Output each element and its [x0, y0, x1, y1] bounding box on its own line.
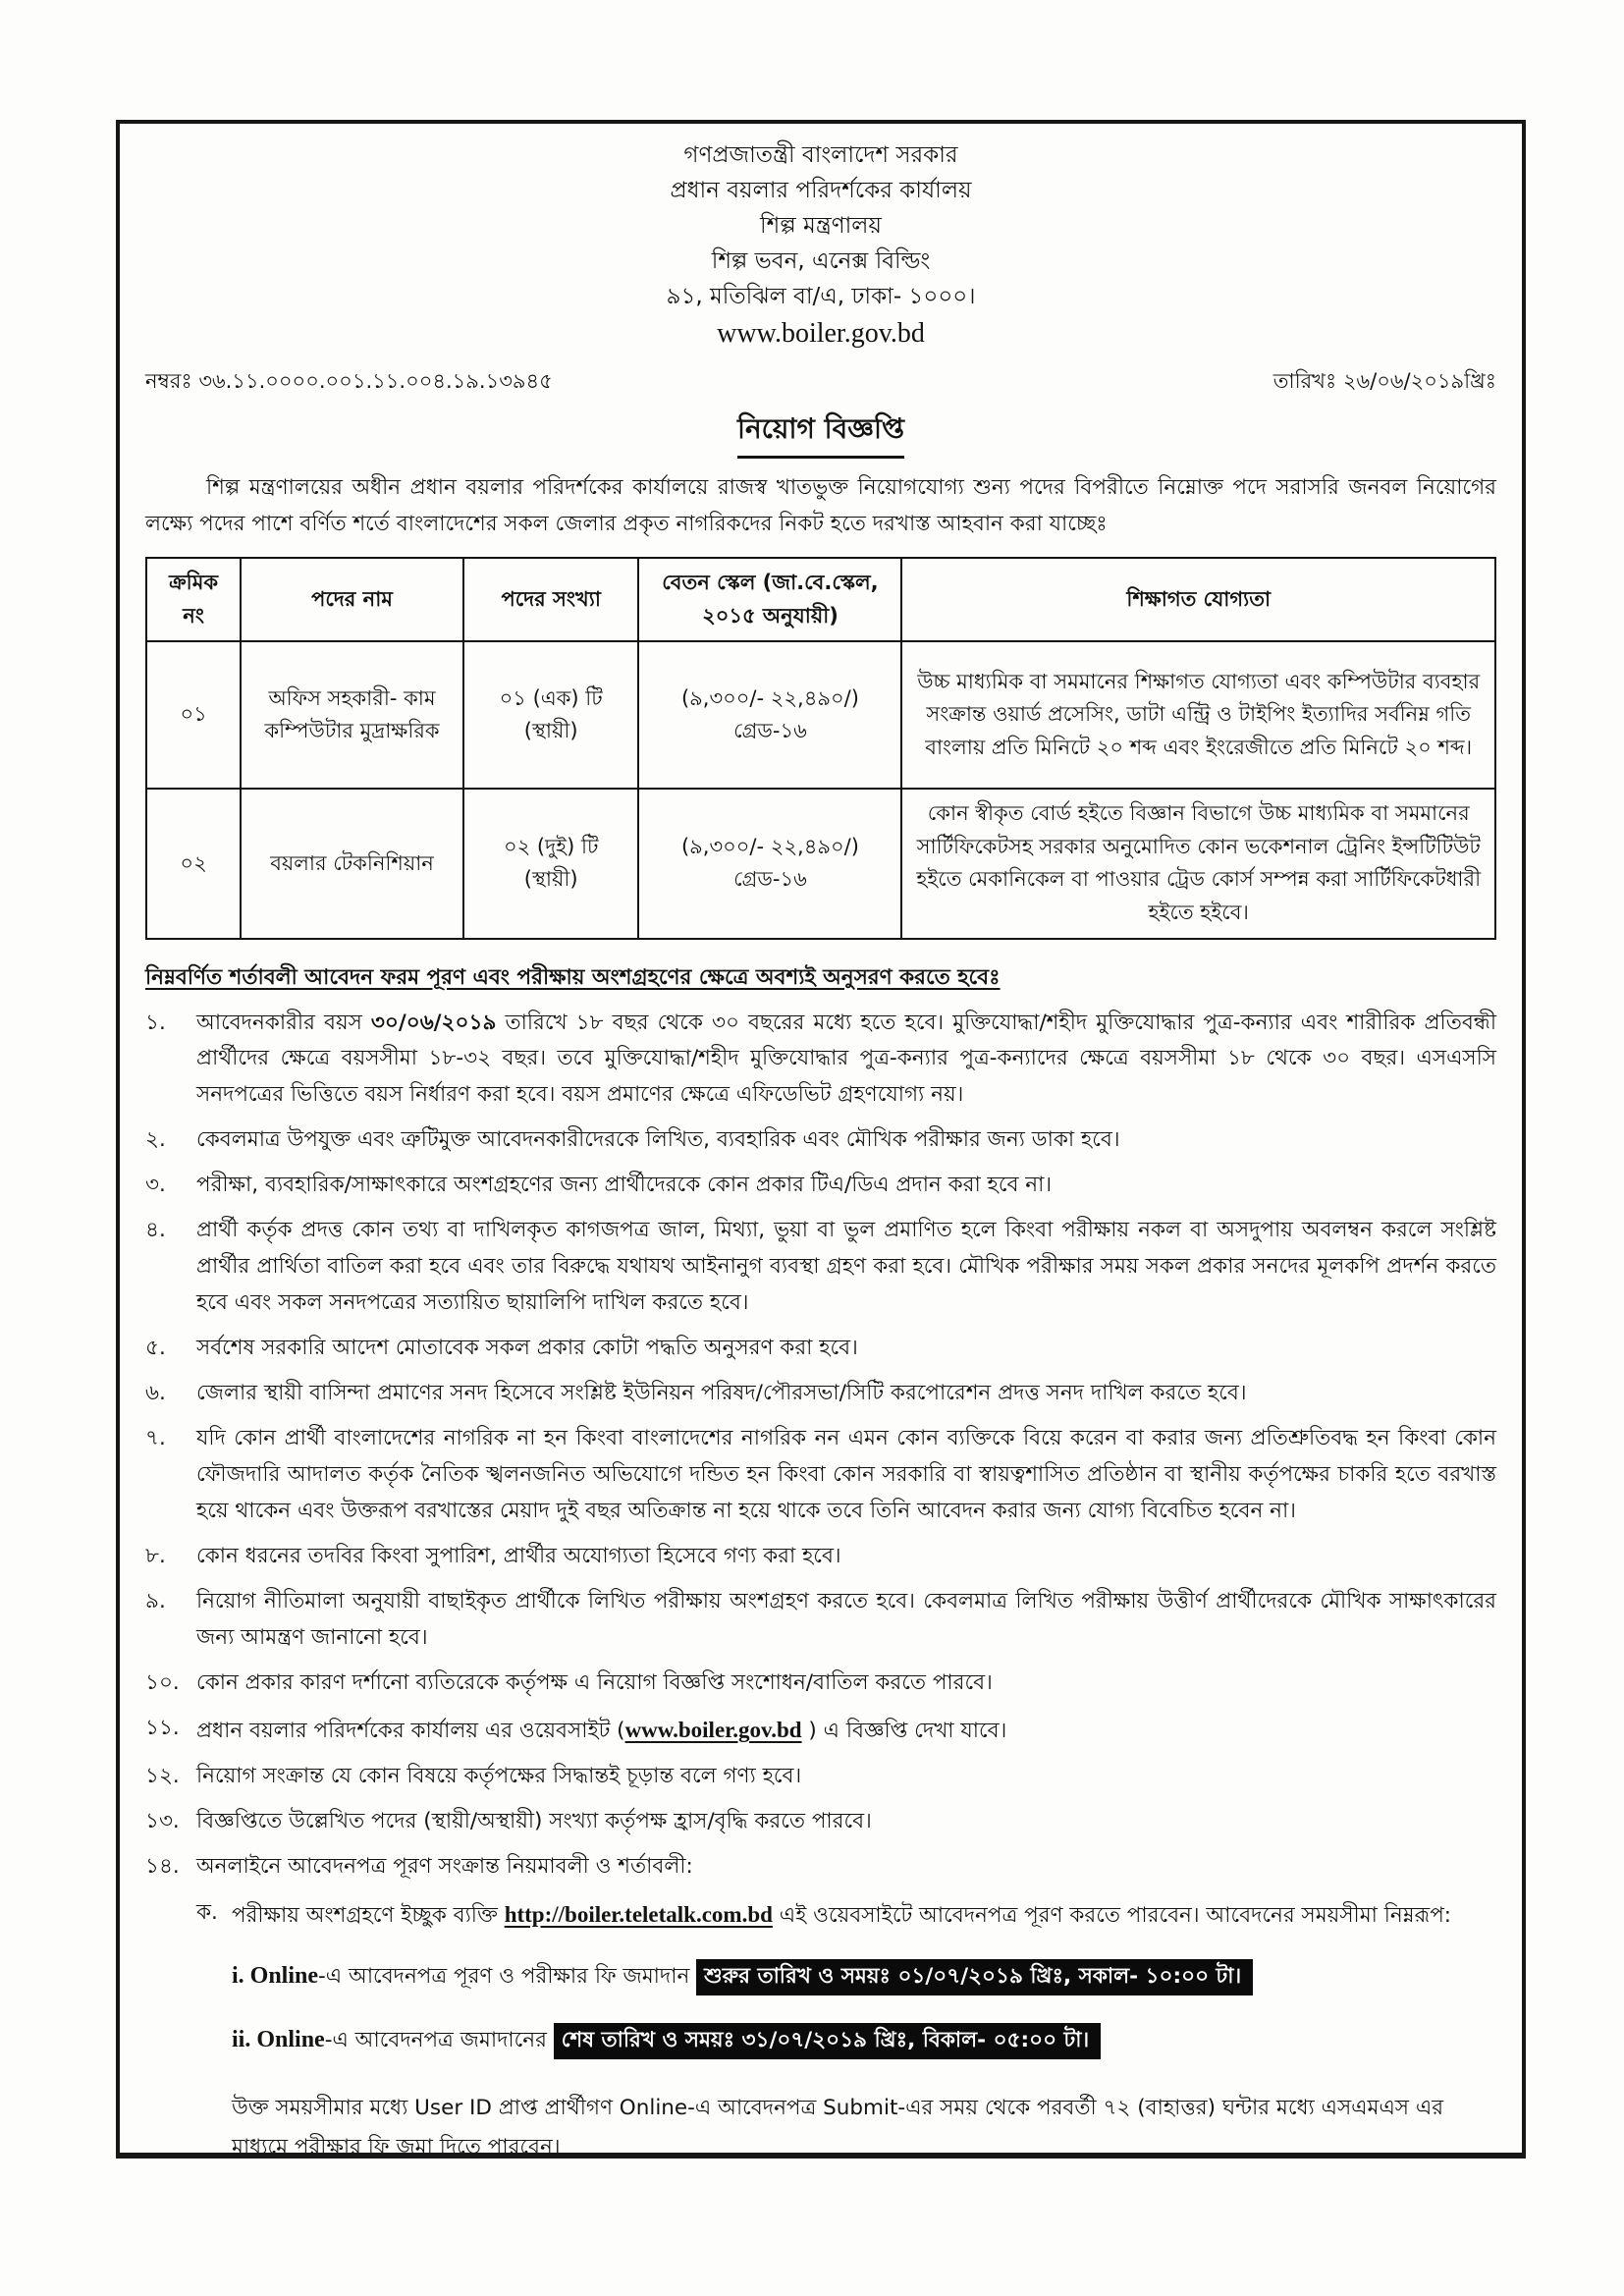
- post-name-cell: অফিস সহকারী- কাম কম্পিউটার মুদ্রাক্ষরিক: [241, 641, 463, 789]
- issue-date: তারিখঃ ২৬/০৬/২০১৯খ্রিঃ: [1272, 369, 1496, 393]
- term-number: ১৩.: [145, 1808, 180, 1833]
- term-number: ৮.: [145, 1544, 166, 1569]
- col-header-pay-scale: বেতন স্কেল (জা.বে.স্কেল, ২০১৫ অনুযায়ী): [638, 558, 901, 641]
- term-text: সর্বশেষ সরকারি আদেশ মোতাবেক সকল প্রকার কোটা পদ্ধতি অনুসরণ করা হবে।: [196, 1336, 858, 1361]
- fee-submission-note: উক্ত সময়সীমার মধ্যে User ID প্রাপ্ত প্রার্থীগণ Online-এ আবেদনপত্র Submit-এর সময় থেকে পরবর্তী ৭২ (বাহাত্তর) ঘন্টার মধ্যে এসএমএস এর মাধ্যমে পরীক্ষার ফি জমা দিতে পারবেন।: [232, 2096, 1444, 2159]
- term-item-4: [145, 1213, 1496, 1322]
- col-header-serial: ক্রমিক নং: [146, 558, 241, 641]
- online-rules-ka: [196, 1895, 1496, 1935]
- term-number: ৩.: [145, 1173, 166, 1198]
- pay-range: (৯,৩০০/- ২২,৪৯০/): [680, 685, 859, 710]
- term-item-6: [145, 1376, 1496, 1412]
- pay-scale-cell: [638, 789, 901, 938]
- pay-scale-cell: [638, 641, 901, 789]
- boiler-website-link: www.boiler.gov.bd: [624, 1717, 802, 1742]
- end-datetime-highlight: শেষ তারিখ ও সময়ঃ ৩১/০৭/২০১৯ খ্রিঃ, বিকাল- ০৫:০০ টা।: [554, 2023, 1101, 2059]
- term-text: নিয়োগ সংক্রান্ত যে কোন বিষয়ে কর্তৃপক্ষের সিদ্ধান্তই চূড়ান্ত বলে গণ্য হবে।: [196, 1763, 802, 1788]
- post-count-cell: [463, 789, 639, 938]
- term-number: ৭.: [145, 1426, 166, 1451]
- office-address: ৯১, মতিঝিল বা/এ, ঢাকা- ১০০০।: [666, 284, 976, 309]
- application-end-line: [232, 2018, 1496, 2063]
- pay-grade: গ্রেড-১৬: [733, 719, 807, 743]
- table-header-row: [146, 558, 1495, 641]
- term-text-segment: তারিখে ১৮ বছর থেকে ৩০ বছরের মধ্যে হতে হবে। মুক্তিযোদ্ধা/শহীদ মুক্তিযোদ্ধার পুত্র-কন্যার এবং শারীরিক প্রতিবন্ধী প্রার্থীদের ক্ষেত্রে বয়সসীমা ১৮-৩২ বছর। তবে মুক্তিযোদ্ধা/শহীদ মুক্তিযোদ্ধার পুত্র-কন্যার পুত্র-কন্যাদের ক্ষেত্রে বয়সসীমা ১৮ থেকে ৩০ বছর। এসএসসি সনদপত্রের ভিত্তিতে বয়স নির্ধারণ করা হবে। বয়স প্রমাণের ক্ষেত্রে এফিডেভিট গ্রহণযোগ্য নয়।: [196, 1010, 1496, 1108]
- vacancy-table: [145, 557, 1496, 940]
- term-number: ১২.: [145, 1763, 180, 1788]
- term-number: ৫.: [145, 1336, 166, 1361]
- term-item-12: [145, 1759, 1496, 1795]
- post-name-cell: বয়লার টেকনিশিয়ান: [241, 789, 463, 938]
- sub-item-label: ক.: [196, 1899, 218, 1925]
- term-text: [196, 1006, 1496, 1115]
- office-name: প্রধান বয়লার পরিদর্শকের কার্যালয়: [670, 178, 972, 203]
- col-header-post-count: পদের সংখ্যা: [463, 558, 639, 641]
- post-count-line: ০২ (দুই) টি: [503, 834, 599, 858]
- office-website: www.boiler.gov.bd: [717, 318, 925, 349]
- term-number: ১১.: [145, 1715, 180, 1740]
- sub-item-text-segment: পরীক্ষায় অংশগ্রহণে ইচ্ছুক ব্যক্তি: [232, 1902, 505, 1928]
- post-count-type: (স্থায়ী): [523, 719, 578, 743]
- building-name: শিল্প ভবন, এনেক্স বিল্ডিং: [711, 248, 931, 274]
- term-text: অনলাইনে আবেদনপত্র পূরণ সংক্রান্ত নিয়মাবলী ও শর্তাবলী:: [196, 1853, 693, 1879]
- govt-name: গণপ্রজাতন্ত্রী বাংলাদেশ সরকার: [683, 142, 958, 168]
- deadline-roman-label: ii. Online: [232, 2027, 325, 2053]
- term-text: কোন প্রকার কারণ দর্শানো ব্যতিরেকে কর্তৃপক্ষ এ নিয়োগ বিজ্ঞপ্তি সংশোধন/বাতিল করতে পারবে।: [196, 1670, 993, 1695]
- table-row: [146, 789, 1495, 938]
- term-number: ১.: [145, 1010, 166, 1035]
- memo-date-row: [145, 365, 1496, 400]
- term-text: কোন ধরনের তদবির কিংবা সুপারিশ, প্রার্থীর অযোগ্যতা হিসেবে গণ্য করা হবে।: [196, 1544, 841, 1569]
- term-item-7: [145, 1421, 1496, 1530]
- term-item-11: [145, 1711, 1496, 1750]
- term-text: প্রার্থী কর্তৃক প্রদত্ত কোন তথ্য বা দাখিলকৃত কাগজপত্র জাল, মিথ্যা, ভুয়া বা ভুল প্রমাণিত হলে কিংবা পরীক্ষায় নকল বা অসদুপায় অবলম্বন করলে সংশ্লিষ্ট প্রার্থীর প্রার্থিতা বাতিল করা হবে এবং তার বিরুদ্ধে যথাযথ আইনানুগ ব্যবস্থা গ্রহণ করা হবে। মৌখিক পরীক্ষার সময় সকল প্রকার সনদের মূলকপি প্রদর্শন করতে হবে এবং সকল সনদপত্রের সত্যায়িত ছায়ালিপি দাখিল করতে হবে।: [196, 1218, 1496, 1316]
- terms-heading: নিম্নবর্ণিত শর্তাবলী আবেদন ফরম পূরণ এবং পরীক্ষায় অংশগ্রহণের ক্ষেত্রে অবশ্যই অনুসরণ করতে হবেঃ: [145, 964, 1001, 990]
- term-number: ৬.: [145, 1381, 166, 1406]
- term-number: ২.: [145, 1127, 166, 1153]
- term-number: ১০.: [145, 1670, 180, 1695]
- deadline-text: -এ আবেদনপত্র পূরণ ও পরীক্ষার ফি জমাদান: [318, 1963, 697, 1989]
- term-text-segment: ) এ বিজ্ঞপ্তি দেখা যাবে।: [801, 1718, 1007, 1743]
- term-number: ৯.: [145, 1589, 166, 1614]
- post-count-cell: [463, 641, 639, 789]
- term-text: পরীক্ষা, ব্যবহারিক/সাক্ষাৎকারে অংশগ্রহণের জন্য প্রার্থীদেরকে কোন প্রকার টিএ/ডিএ প্রদান করা হবে না।: [196, 1173, 1053, 1198]
- term-item-2: [145, 1122, 1496, 1159]
- organization-header: [145, 137, 1496, 354]
- term-text-segment: প্রধান বয়লার পরিদর্শকের কার্যালয় এর ওয়েবসাইট (: [196, 1718, 625, 1743]
- document-border-frame: [116, 120, 1526, 2159]
- term-text: নিয়োগ নীতিমালা অনুযায়ী বাছাইকৃত প্রার্থীকে লিখিত পরীক্ষায় অংশগ্রহণ করতে হবে। কেবলমাত্র লিখিত পরীক্ষায় উত্তীর্ণ প্রার্থীদেরকে মৌখিক সাক্ষাৎকারের জন্য আমন্ত্রণ জানানো হবে।: [196, 1589, 1496, 1651]
- term-item-9: [145, 1584, 1496, 1657]
- qualification-cell: উচ্চ মাধ্যমিক বা সমমানের শিক্ষাগত যোগ্যতা এবং কম্পিউটার ব্যবহার সংক্রান্ত ওয়ার্ড প্রসেসিং, ডাটা এন্ট্রি ও টাইপিং ইত্যাদির সর্বনিম্ন গতি বাংলায় প্রতি মিনিটে ২০ শব্দ এবং ইংরেজীতে প্রতি মিনিটে ২০ শব্দ।: [901, 641, 1495, 789]
- term-text: বিজ্ঞপ্তিতে উল্লেখিত পদের (স্থায়ী/অস্থায়ী) সংখ্যা কর্তৃপক্ষ হ্রাস/বৃদ্ধি করতে পারবে।: [196, 1808, 872, 1833]
- serial-cell: ০১: [146, 641, 241, 789]
- term-text: জেলার স্থায়ী বাসিন্দা প্রমাণের সনদ হিসেবে সংশ্লিষ্ট ইউনিয়ন পরিষদ/পৌরসভা/সিটি করপোরেশন প্রদত্ত সনদ দাখিল করতে হবে।: [196, 1381, 1247, 1406]
- term-item-13: [145, 1804, 1496, 1840]
- term-item-1: [145, 1006, 1496, 1115]
- pay-grade: গ্রেড-১৬: [733, 867, 807, 892]
- deadline-roman-label: i. Online: [232, 1962, 319, 1989]
- serial-cell: ০২: [146, 789, 241, 938]
- term-item-5: [145, 1331, 1496, 1367]
- col-header-post-name: পদের নাম: [241, 558, 463, 641]
- post-count-line: ০১ (এক) টি: [499, 685, 603, 710]
- term-item-3: [145, 1168, 1496, 1204]
- term-bold-date: ৩০/০৬/২০১৯: [370, 1010, 497, 1035]
- col-header-qualification: শিক্ষাগত যোগ্যতা: [901, 558, 1495, 641]
- term-number: ১৪.: [145, 1853, 180, 1879]
- ministry-name: শিল্প মন্ত্রণালয়: [760, 213, 882, 239]
- sub-item-text-segment: এই ওয়েবসাইটে আবেদনপত্র পূরণ করতে পারবেন। আবেদনের সময়সীমা নিম্নরূপ:: [772, 1902, 1452, 1928]
- notice-title: নিয়োগ বিজ্ঞপ্তি: [737, 408, 904, 459]
- intro-paragraph: শিল্প মন্ত্রণালয়ের অধীন প্রধান বয়লার পরিদর্শকের কার্যালয়ে রাজস্ব খাতভুক্ত নিয়োগযোগ্য শুন্য পদের বিপরীতে নিম্নোক্ত পদে সরাসরি জনবল নিয়োগের লক্ষ্যে পদের পাশে বর্ণিত শর্তে বাংলাদেশের সকল জেলার প্রকৃত নাগরিকদের নিকট হতে দরখাস্ত আহবান করা যাচ্ছেঃ: [145, 475, 1496, 536]
- post-count-type: (স্থায়ী): [523, 867, 578, 892]
- term-text: কেবলমাত্র উপযুক্ত এবং ত্রুটিমুক্ত আবেদনকারীদেরকে লিখিত, ব্যবহারিক এবং মৌখিক পরীক্ষার জন্য ডাকা হবে।: [196, 1127, 1120, 1153]
- memo-number: নম্বরঃ ৩৬.১১.০০০০.০০১.১১.০০৪.১৯.১৩৯৪৫: [145, 369, 553, 393]
- application-start-line: [232, 1954, 1496, 1999]
- term-text: যদি কোন প্রার্থী বাংলাদেশের নাগরিক না হন কিংবা বাংলাদেশের নাগরিক নন এমন কোন ব্যক্তিকে বিয়ে করেন বা করার জন্য প্রতিশ্রুতিবদ্ধ হন কিংবা কোন ফৌজদারি আদালত কর্তৃক নৈতিক স্খলনজনিত অভিযোগে দন্ডিত হন কিংবা কোন সরকারি বা স্বায়ত্বশাসিত প্রতিষ্ঠান বা স্থানীয় কর্তৃপক্ষের চাকরি হতে বরখাস্ত হয়ে থাকেন এবং উক্তরূপ বরখাস্তের মেয়াদ দুই বছর অতিক্রান্ত না হয়ে থাকে তবে তিনি আবেদন করার জন্য যোগ্য বিবেচিত হবেন না।: [196, 1426, 1496, 1524]
- start-datetime-highlight: শুরুর তারিখ ও সময়ঃ ০১/০৭/২০১৯ খ্রিঃ, সকাল- ১০:০০ টা।: [696, 1959, 1253, 1995]
- notice-title-wrap: [145, 408, 1496, 459]
- table-row: [146, 641, 1495, 789]
- deadline-text: -এ আবেদনপত্র জমাদানের: [324, 2028, 554, 2053]
- term-text: [196, 1711, 1496, 1750]
- term-text-segment: আবেদনকারীর বয়স: [196, 1010, 371, 1035]
- term-item-10: [145, 1666, 1496, 1702]
- term-number: ৪.: [145, 1218, 166, 1243]
- term-item-8: [145, 1539, 1496, 1575]
- pay-range: (৯,৩০০/- ২২,৪৯০/): [680, 834, 859, 858]
- qualification-cell: কোন স্বীকৃত বোর্ড হইতে বিজ্ঞান বিভাগে উচ্চ মাধ্যমিক বা সমমানের সার্টিফিকেটসহ সরকার অনুমোদিত কোন ভকেশনাল ট্রেনিং ইন্সটিটিউট হইতে মেকানিকেল বা পাওয়ার ট্রেড কোর্স সম্পন্ন করা সার্টিফিকেটধারী হইতে হইবে।: [901, 789, 1495, 938]
- sub-item-text: [232, 1895, 1496, 1935]
- teletalk-application-link: http://boiler.teletalk.com.bd: [504, 1901, 773, 1927]
- term-item-14: [145, 1849, 1496, 1886]
